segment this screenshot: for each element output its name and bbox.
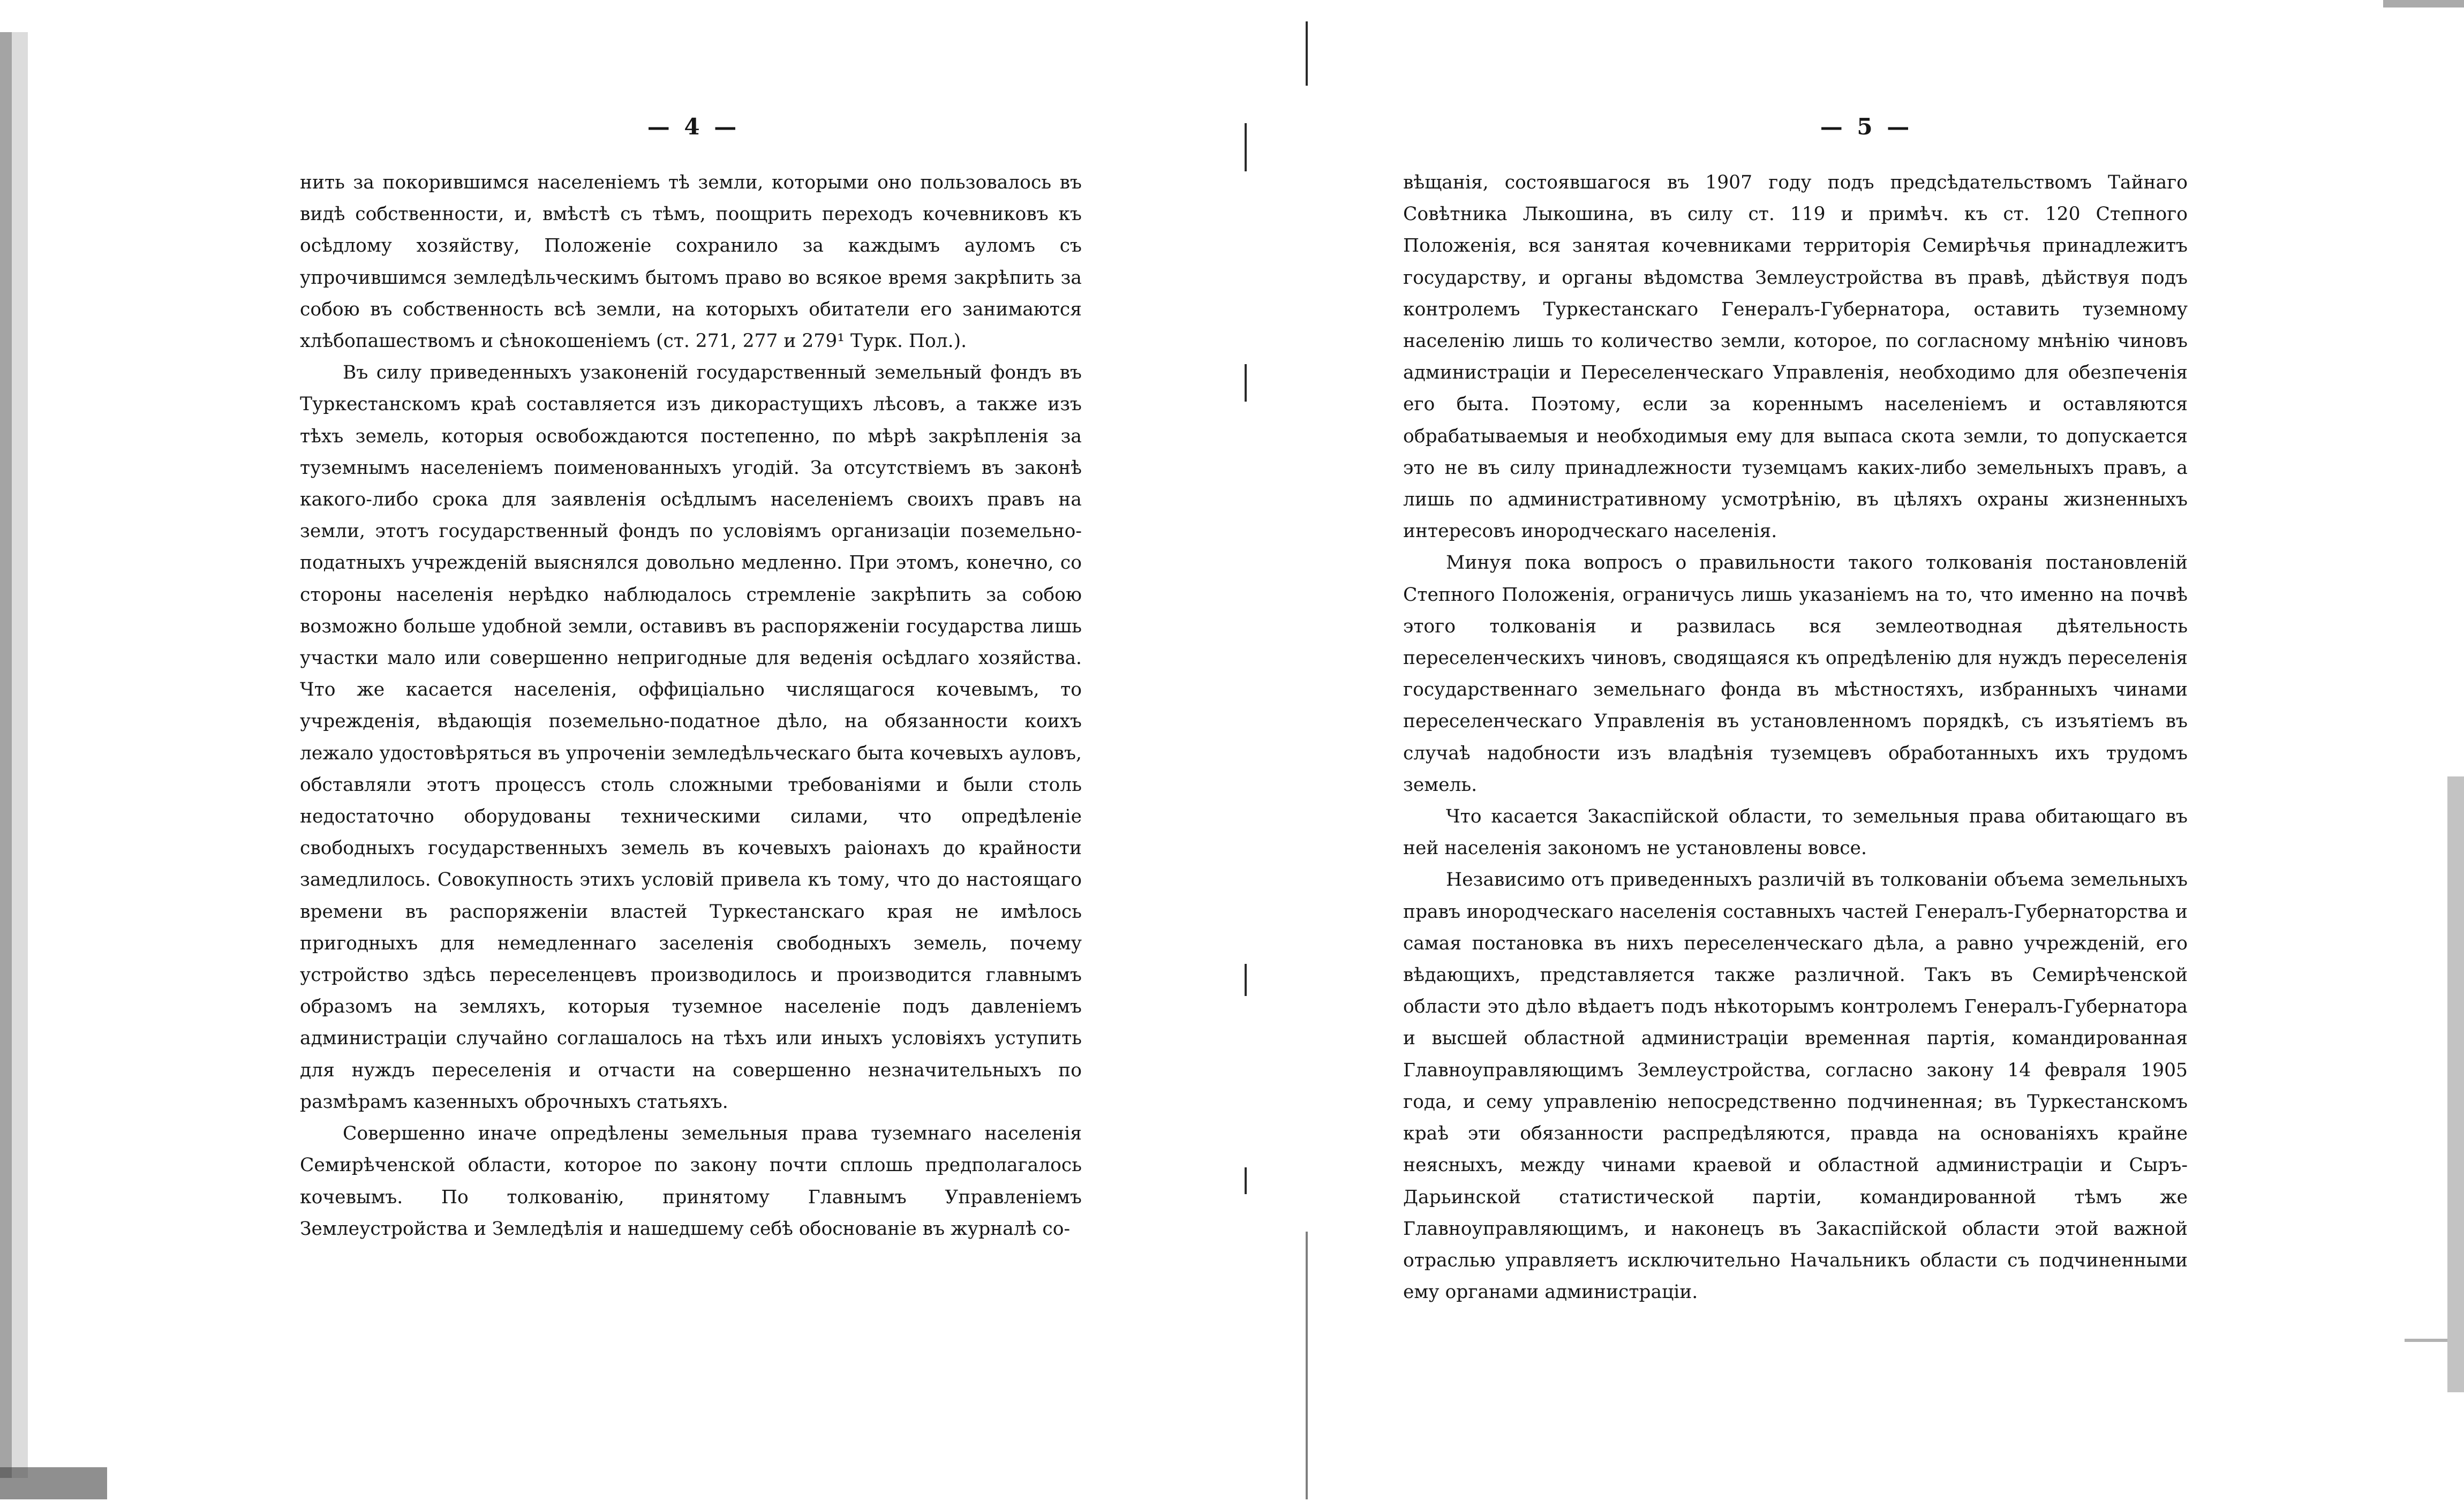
page-body [1403, 167, 2188, 1308]
paragraph: Совершенно иначе опредѣлены земельныя права туземнаго населенія Семирѣченской области, которое по закону почти сплошь предполагалось кочевымъ. По толкованію, принятому Главнымъ Управленіемъ Землеустройства и Земледѣлія и нашедшему себѣ обоснованіе въ журналѣ со- [300, 1123, 1082, 1240]
page-number: — 5 — [1820, 114, 1913, 140]
paragraph: вѣщанія, состоявшагося въ 1907 году подъ предсѣдательствомъ Тайнаго Совѣтника Лыкошина, въ силу ст. 119 и примѣч. къ ст. 120 Степного Положенія, вся занятая кочевниками территорія Семирѣчья принадлежитъ государству, и органы вѣдомства Землеустройства въ правѣ, дѣйствуя подъ контролемъ Туркестанскаго Генералъ-Губернатора, оставить туземному населенію лишь то количество земли, которое, по согласному мнѣнію чиновъ администраціи и Переселенческаго Управленія, необходимо для обезпеченія его быта. Поэтому, если за кореннымъ населеніемъ и оставляются обрабатываемыя и необходимыя ему для выпаса скота земли, то допускается это не въ силу принадлежности туземцамъ каких-либо земельныхъ правъ, а лишь по административному усмотрѣнію, въ цѣляхъ охраны жизненныхъ интересовъ инородческаго населенія. [1403, 172, 2188, 542]
page-body [300, 167, 1082, 1245]
paragraph: Независимо отъ приведенныхъ различій въ толкованіи объема земельныхъ правъ инородческаго населенія составныхъ частей Генералъ-Губернаторства и самая постановка въ нихъ переселенческаго дѣла, а равно учрежденій, его вѣдающихъ, представляется также различной. Такъ въ Семирѣченской области это дѣло вѣдаетъ подъ нѣкоторымъ контролемъ Генералъ-Губернатора и высшей областной администраціи временная партія, командированная Главноуправляющимъ Землеустройства, согласно закону 14 февраля 1905 года, и сему управленію непосредственно подчиненная; въ Туркестанскомъ краѣ эти обязанности распредѣляются, правда на основаніяхъ крайне неясныхъ, между чинами краевой и областной администраціи и Сыръ-Дарьинской статистической партіи, командированной тѣмъ же Главноуправляющимъ, и наконецъ въ Закаспійской области этой важной отраслью управляетъ исключительно Начальникъ области съ подчиненными ему органами администраціи. [1403, 869, 2188, 1303]
page-number: — 4 — [647, 114, 740, 140]
right-page [1269, 0, 2464, 1509]
paragraph: нить за покорившимся населеніемъ тѣ земли, которыми оно пользовалось въ видѣ собственности, и, вмѣстѣ съ тѣмъ, поощрить переходъ кочевниковъ къ осѣдлому хозяйству, Положеніе сохранило за каждымъ ауломъ съ упрочившимся земледѣльческимъ бытомъ право во всякое время закрѣпить за собою въ собственность всѣ земли, на которыхъ обитатели его занимаются хлѣбопашествомъ и сѣнокошеніемъ (ст. 271, 277 и 279¹ Турк. Пол.). [300, 172, 1082, 352]
paragraph: Минуя пока вопросъ о правильности такого толкованія постановленій Степного Положенія, ограничусь лишь указаніемъ на то, что именно на почвѣ этого толкованія и развилась вся землеотводная дѣятельность переселенческихъ чиновъ, сводящаяся къ опредѣленію для нуждъ переселенія государственнаго земельнаго фонда въ мѣстностяхъ, избранныхъ чинами переселенческаго Управленія въ установленномъ порядкѣ, съ изъятіемъ въ случаѣ надобности изъ владѣнія туземцевъ обработанныхъ ихъ трудомъ земель. [1403, 552, 2188, 796]
paragraph: Что касается Закаспійской области, то земельныя права обитающаго въ ней населенія закономъ не установлены вовсе. [1403, 806, 2188, 859]
paragraph: Въ силу приведенныхъ узаконеній государственный земельный фондъ въ Туркестанскомъ краѣ составляется изъ дикорастущихъ лѣсовъ, а также изъ тѣхъ земель, которыя освобождаются постепенно, по мѣрѣ закрѣпленія за туземнымъ населеніемъ поименованныхъ угодій. За отсутствіемъ въ законѣ какого-либо срока для заявленія осѣдлымъ населеніемъ своихъ правъ на земли, этотъ государственный фондъ по условіямъ организаціи поземельно-податныхъ учрежденій выяснялся довольно медленно. При этомъ, конечно, со стороны населенія нерѣдко наблюдалось стремленіе закрѣпить за собою возможно больше удобной земли, оставивъ въ распоряженіи государства лишь участки мало или совершенно непригодные для веденія осѣдлаго хозяйства. Что же касается населенія, оффиціально числящагося кочевымъ, то учрежденія, вѣдающія поземельно-податное дѣло, на обязанности коихъ лежало удостовѣряться въ упроченіи земледѣльческаго быта кочевыхъ ауловъ, обставляли этотъ процессъ столь сложными требованіями и были столь недостаточно оборудованы техническими силами, что опредѣленіе свободныхъ государственныхъ земель въ кочевыхъ раіонахъ до крайности замедлилось. Совокупность этихъ условій привела къ тому, что до настоящаго времени въ распоряженіи властей Туркестанскаго края не имѣлось пригодныхъ для немедленнаго заселенія свободныхъ земель, почему устройство здѣсь переселенцевъ производилось и производится главнымъ образомъ на земляхъ, которыя туземное населеніе подъ давленіемъ администраціи случайно соглашалось на тѣхъ или иныхъ условіяхъ уступить для нуждъ переселенія и отчасти на совершенно незначительныхъ по размѣрамъ казенныхъ оброчныхъ статьяхъ. [300, 362, 1082, 1113]
